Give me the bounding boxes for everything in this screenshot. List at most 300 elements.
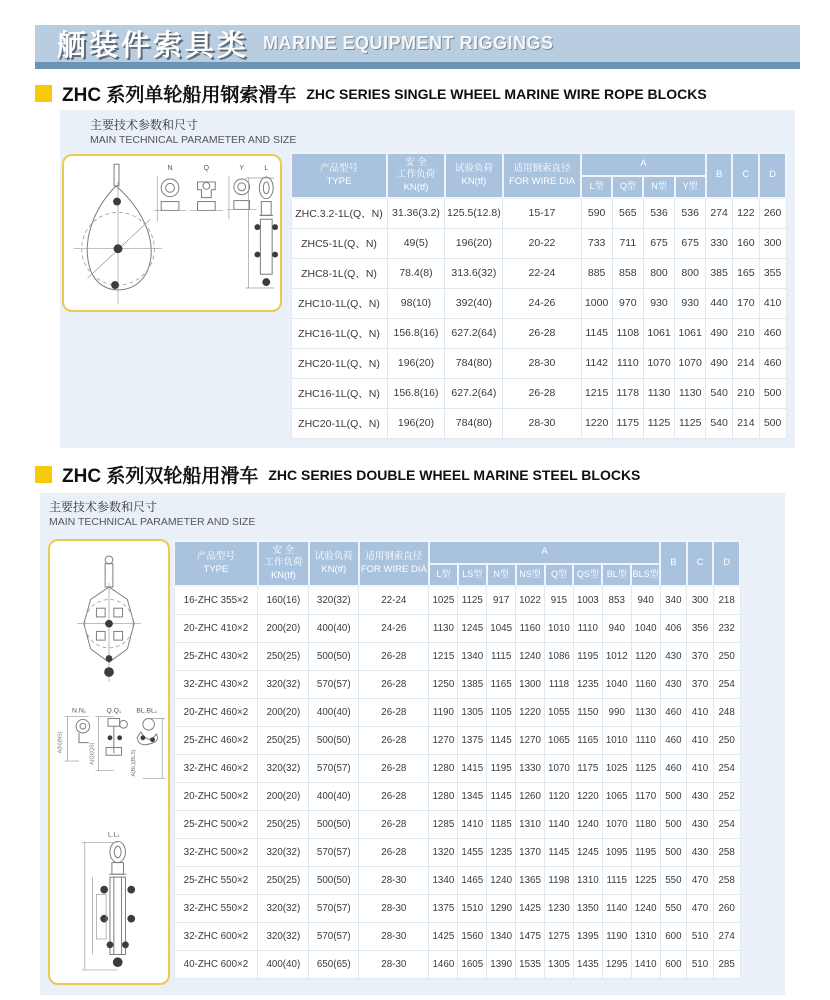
table-cell: 1240: [631, 894, 660, 922]
table-cell: 1295: [602, 950, 631, 978]
double-block-fitting-views: [58, 708, 165, 779]
table-cell: 500: [660, 810, 687, 838]
table-cell: 500: [759, 408, 786, 438]
table-cell: 320(32): [258, 838, 309, 866]
table-cell: 28-30: [359, 922, 429, 950]
double-block-front-view: [77, 556, 141, 682]
table-cell: 1310: [516, 810, 545, 838]
table-cell: 26-28: [503, 378, 581, 408]
table-cell: 330: [706, 228, 733, 258]
view-label-ll1: L.L₁: [107, 831, 120, 839]
table-cell: 1220: [516, 698, 545, 726]
table-cell: 1260: [516, 782, 545, 810]
table-cell: 1320: [429, 838, 458, 866]
table-cell: 550: [660, 894, 687, 922]
table-cell: 1215: [581, 378, 612, 408]
single-wheel-table-body: [291, 198, 786, 438]
table-cell: 1290: [487, 894, 516, 922]
table-cell: 392(40): [445, 288, 503, 318]
table-cell: 214: [732, 408, 759, 438]
table-cell: 565: [612, 198, 643, 228]
table-cell: 1510: [458, 894, 487, 922]
table-cell: 1475: [516, 922, 545, 950]
table-cell: 1065: [545, 726, 574, 754]
table-cell: 675: [643, 228, 674, 258]
table-cell: 200(20): [258, 614, 309, 642]
table-cell: 196(20): [387, 408, 445, 438]
table-cell: 26-28: [359, 838, 429, 866]
section2-subtitle: [49, 499, 255, 530]
table-row: [291, 288, 786, 318]
section2-title-en: ZHC SERIES DOUBLE WHEEL MARINE STEEL BLOCKS: [268, 466, 641, 483]
table-cell: 650(65): [309, 950, 359, 978]
table-cell: 600: [660, 950, 687, 978]
table-cell: 26-28: [359, 726, 429, 754]
table-cell: 1145: [487, 726, 516, 754]
table-cell: 22-24: [359, 586, 429, 614]
fitting-label-n: N: [167, 165, 173, 173]
col-header-swl: 安 全 工作负荷 KN(tf): [387, 153, 445, 198]
double-wheel-table-head: [174, 541, 740, 586]
table-cell: 274: [713, 922, 740, 950]
table-cell: 500(50): [309, 642, 359, 670]
sub-header-bl: BL型: [602, 564, 631, 586]
table-cell: 320(32): [258, 670, 309, 698]
single-wheel-table-head: [291, 153, 786, 198]
table-cell: 1190: [429, 698, 458, 726]
table-row: [174, 642, 740, 670]
table-cell: 460: [759, 348, 786, 378]
table-cell: 1285: [429, 810, 458, 838]
table-cell: 250: [713, 726, 740, 754]
table-cell: 1305: [458, 698, 487, 726]
table-cell: 25-ZHC 550×2: [174, 866, 258, 894]
table-row: [174, 894, 740, 922]
table-cell: 675: [675, 228, 706, 258]
table-cell: 28-30: [359, 866, 429, 894]
table-cell: 370: [687, 642, 714, 670]
table-cell: 31.36(3.2): [387, 198, 445, 228]
table-cell: 25-ZHC 460×2: [174, 726, 258, 754]
yellow-bullet-icon: [35, 466, 52, 483]
table-cell: 1395: [573, 922, 602, 950]
table-cell: 22-24: [503, 258, 581, 288]
col-header-c: C: [687, 541, 714, 586]
table-cell: 1240: [573, 810, 602, 838]
table-cell: 1012: [602, 642, 631, 670]
table-cell: 1130: [643, 378, 674, 408]
table-cell: 78.4(8): [387, 258, 445, 288]
table-cell: 285: [713, 950, 740, 978]
double-wheel-table-body: [174, 586, 740, 978]
col-header-c: C: [732, 153, 759, 198]
table-cell: 1145: [545, 838, 574, 866]
table-cell: 1070: [602, 810, 631, 838]
table-cell: 1425: [429, 922, 458, 950]
table-cell: 400(40): [309, 782, 359, 810]
sub-header-q: Q型: [612, 176, 643, 198]
table-row: [174, 810, 740, 838]
table-cell: 510: [687, 950, 714, 978]
sub-header-y: Y型: [675, 176, 706, 198]
table-row: [174, 922, 740, 950]
table-cell: 1415: [458, 754, 487, 782]
table-cell: 40-ZHC 600×2: [174, 950, 258, 978]
table-cell: 410: [687, 754, 714, 782]
table-cell: 1195: [487, 754, 516, 782]
col-header-a: A: [429, 541, 660, 564]
table-cell: 490: [706, 348, 733, 378]
table-cell: 930: [643, 288, 674, 318]
table-cell: 1115: [487, 642, 516, 670]
table-cell: 500: [660, 838, 687, 866]
table-cell: 26-28: [359, 670, 429, 698]
table-cell: 540: [706, 378, 733, 408]
table-cell: 1195: [631, 838, 660, 866]
table-cell: 258: [713, 866, 740, 894]
table-cell: 25-ZHC 500×2: [174, 810, 258, 838]
table-cell: 28-30: [359, 894, 429, 922]
table-cell: 1045: [487, 614, 516, 642]
table-cell: 355: [759, 258, 786, 288]
table-cell: 1125: [631, 754, 660, 782]
table-row: [174, 614, 740, 642]
table-cell: 570(57): [309, 754, 359, 782]
table-cell: 26-28: [359, 698, 429, 726]
section2-title-zh: ZHC 系列双轮船用滑车: [62, 466, 259, 487]
double-block-side-view: [82, 831, 135, 969]
fitting-label-y: Y: [239, 165, 244, 173]
table-row: [174, 670, 740, 698]
table-cell: 1275: [545, 922, 574, 950]
table-cell: 800: [643, 258, 674, 288]
table-cell: 370: [687, 670, 714, 698]
table-cell: 320(32): [258, 922, 309, 950]
table-cell: 250(25): [258, 726, 309, 754]
table-cell: 600: [660, 922, 687, 950]
table-cell: 1375: [429, 894, 458, 922]
table-cell: 252: [713, 782, 740, 810]
table-cell: 990: [602, 698, 631, 726]
table-cell: 32-ZHC 500×2: [174, 838, 258, 866]
table-cell: 550: [660, 866, 687, 894]
table-cell: 1061: [675, 318, 706, 348]
table-cell: 200(20): [258, 698, 309, 726]
table-cell: 800: [675, 258, 706, 288]
table-cell: 885: [581, 258, 612, 288]
table-cell: 510: [687, 922, 714, 950]
table-cell: 536: [675, 198, 706, 228]
table-cell: 460: [759, 318, 786, 348]
table-cell: 28-30: [359, 950, 429, 978]
table-cell: 1350: [573, 894, 602, 922]
table-cell: 410: [687, 698, 714, 726]
section1-subtitle: [90, 117, 296, 148]
table-cell: 28-30: [503, 408, 581, 438]
table-cell: 570(57): [309, 922, 359, 950]
table-cell: 570(57): [309, 894, 359, 922]
table-cell: 156.8(16): [387, 318, 445, 348]
section1-title-en: ZHC SERIES SINGLE WHEEL MARINE WIRE ROPE BLOCKS: [306, 85, 707, 102]
table-cell: 1305: [545, 950, 574, 978]
table-cell: 1460: [429, 950, 458, 978]
yellow-bullet-icon: [35, 85, 52, 102]
table-row: [174, 586, 740, 614]
col-header-test-load: 试验负荷 KN(tf): [445, 153, 503, 198]
single-wheel-block-diagram: [62, 154, 282, 312]
table-cell: 1435: [573, 950, 602, 978]
table-cell: 784(80): [445, 348, 503, 378]
table-cell: 1095: [602, 838, 631, 866]
table-cell: 26-28: [359, 782, 429, 810]
table-cell: 1195: [573, 642, 602, 670]
sub-header-bls: BLS型: [631, 564, 660, 586]
table-cell: 1110: [612, 348, 643, 378]
table-cell: 300: [759, 228, 786, 258]
table-cell: 160: [732, 228, 759, 258]
banner-title-zh: 舾装件索具类: [57, 30, 250, 62]
table-cell: 1310: [631, 922, 660, 950]
col-header-wire-dia: 适用钢索直径 FOR WIRE DIA: [503, 153, 581, 198]
table-cell: 356: [687, 614, 714, 642]
table-cell: 1340: [487, 922, 516, 950]
table-cell: 1240: [516, 642, 545, 670]
fitting-label-q: Q: [203, 165, 210, 173]
table-cell: 1040: [602, 670, 631, 698]
col-header-d: D: [713, 541, 740, 586]
table-cell: 1175: [612, 408, 643, 438]
table-cell: 627.2(64): [445, 318, 503, 348]
table-cell: 248: [713, 698, 740, 726]
table-cell: 460: [660, 726, 687, 754]
table-cell: 1086: [545, 642, 574, 670]
table-cell: 1280: [429, 754, 458, 782]
sub-header-ls: LS型: [458, 564, 487, 586]
table-cell: 1025: [429, 586, 458, 614]
table-cell: 1145: [581, 318, 612, 348]
table-cell: 430: [687, 782, 714, 810]
banner-title-en: MARINE EQUIPMENT RIGGINGS: [263, 33, 554, 53]
table-cell: 196(20): [445, 228, 503, 258]
table-cell: 1125: [643, 408, 674, 438]
table-cell: 98(10): [387, 288, 445, 318]
table-cell: 170: [732, 288, 759, 318]
table-cell: 733: [581, 228, 612, 258]
table-cell: 940: [602, 614, 631, 642]
table-cell: 470: [687, 866, 714, 894]
table-cell: 214: [732, 348, 759, 378]
table-cell: 400(40): [258, 950, 309, 978]
table-cell: 1330: [516, 754, 545, 782]
table-cell: 1235: [573, 670, 602, 698]
col-header-type: 产品型号 TYPE: [291, 153, 387, 198]
table-cell: 460: [660, 698, 687, 726]
col-header-b: B: [706, 153, 733, 198]
table-row: [291, 258, 786, 288]
table-cell: 470: [687, 894, 714, 922]
table-cell: 1120: [545, 782, 574, 810]
table-cell: 156.8(16): [387, 378, 445, 408]
table-cell: 400(40): [309, 698, 359, 726]
table-cell: 1375: [458, 726, 487, 754]
table-cell: 24-26: [359, 614, 429, 642]
sub-header-n: N型: [643, 176, 674, 198]
table-cell: 1385: [458, 670, 487, 698]
section2-subtitle-en: MAIN TECHNICAL PARAMETER AND SIZE: [49, 516, 256, 529]
table-cell: 1185: [487, 810, 516, 838]
col-header-b: B: [660, 541, 687, 586]
table-cell: 1190: [602, 922, 631, 950]
table-cell: 250(25): [258, 642, 309, 670]
table-cell: 20-22: [503, 228, 581, 258]
table-cell: 1245: [458, 614, 487, 642]
table-cell: 1410: [458, 810, 487, 838]
table-cell: 1220: [581, 408, 612, 438]
section1-title: [35, 80, 707, 107]
table-cell: 49(5): [387, 228, 445, 258]
table-cell: 590: [581, 198, 612, 228]
table-cell: 1390: [487, 950, 516, 978]
table-cell: 430: [660, 670, 687, 698]
fitting-views: [154, 165, 256, 221]
table-cell: 570(57): [309, 670, 359, 698]
table-cell: ZHC16-1L(Q、N): [291, 378, 387, 408]
table-cell: 250: [713, 642, 740, 670]
table-row: [291, 408, 786, 438]
table-cell: 313.6(32): [445, 258, 503, 288]
table-cell: 570(57): [309, 838, 359, 866]
fitting-label-l: L: [264, 165, 269, 173]
table-cell: 430: [687, 838, 714, 866]
table-cell: 940: [631, 586, 660, 614]
table-cell: 1130: [429, 614, 458, 642]
table-cell: 26-28: [503, 318, 581, 348]
table-cell: 26-28: [359, 810, 429, 838]
table-cell: 627.2(64): [445, 378, 503, 408]
table-row: [291, 348, 786, 378]
table-cell: 1165: [573, 726, 602, 754]
table-cell: 1110: [631, 726, 660, 754]
table-cell: 1065: [602, 782, 631, 810]
table-cell: 1055: [545, 698, 574, 726]
table-cell: 430: [687, 810, 714, 838]
table-row: [291, 378, 786, 408]
dim-label-an: A(N)(NS): [57, 731, 64, 754]
table-cell: 20-ZHC 500×2: [174, 782, 258, 810]
table-cell: 1225: [631, 866, 660, 894]
table-cell: 1070: [643, 348, 674, 378]
table-cell: 853: [602, 586, 631, 614]
table-cell: 218: [713, 586, 740, 614]
table-row: [291, 318, 786, 348]
table-cell: 254: [713, 810, 740, 838]
table-cell: 165: [732, 258, 759, 288]
table-cell: 1170: [631, 782, 660, 810]
table-cell: 1160: [516, 614, 545, 642]
table-cell: 1370: [516, 838, 545, 866]
double-wheel-block-diagram: [48, 539, 170, 985]
table-cell: 1125: [458, 586, 487, 614]
sub-header-ns: NS型: [516, 564, 545, 586]
section1-subtitle-en: MAIN TECHNICAL PARAMETER AND SIZE: [90, 134, 297, 147]
table-cell: 930: [675, 288, 706, 318]
table-cell: 20-ZHC 460×2: [174, 698, 258, 726]
table-row: [291, 198, 786, 228]
table-cell: 26-28: [359, 642, 429, 670]
table-cell: 858: [612, 258, 643, 288]
table-cell: 1535: [516, 950, 545, 978]
table-cell: 1061: [643, 318, 674, 348]
dim-label-aq: A(Q)(QS): [89, 742, 96, 765]
section1-panel: [60, 110, 795, 448]
table-cell: 1250: [429, 670, 458, 698]
table-cell: 340: [660, 586, 687, 614]
table-cell: 210: [732, 318, 759, 348]
col-header-d: D: [759, 153, 786, 198]
table-cell: 250(25): [258, 810, 309, 838]
table-cell: 500: [759, 378, 786, 408]
table-cell: 1455: [458, 838, 487, 866]
table-cell: 1010: [602, 726, 631, 754]
table-cell: ZHC20-1L(Q、N): [291, 348, 387, 378]
table-cell: 1130: [631, 698, 660, 726]
sub-header-l: L型: [429, 564, 458, 586]
table-cell: 1145: [487, 782, 516, 810]
table-cell: 24-26: [503, 288, 581, 318]
table-cell: 1178: [612, 378, 643, 408]
view-label-nn1: N.N₁: [72, 707, 86, 715]
table-cell: 300: [687, 586, 714, 614]
table-cell: 125.5(12.8): [445, 198, 503, 228]
table-cell: 1160: [631, 670, 660, 698]
table-cell: 1300: [516, 670, 545, 698]
table-row: [174, 754, 740, 782]
pulley-front-view: [74, 164, 162, 303]
section2-subtitle-zh: 主要技术参数和尺寸: [49, 500, 158, 514]
table-cell: 32-ZHC 460×2: [174, 754, 258, 782]
dim-label-abl: A(BL)(BLS): [131, 749, 138, 777]
table-cell: 1125: [675, 408, 706, 438]
table-cell: 1198: [545, 866, 574, 894]
table-cell: 500(50): [309, 810, 359, 838]
col-header-swl: 安 全 工作负荷 KN(tf): [258, 541, 309, 586]
col-header-wire-dia: 适用钢索直径 FOR WIRE DIA: [359, 541, 429, 586]
table-cell: 1040: [631, 614, 660, 642]
single-wheel-table: [290, 152, 787, 439]
table-cell: 385: [706, 258, 733, 288]
table-cell: 500: [660, 782, 687, 810]
table-cell: 320(32): [258, 894, 309, 922]
table-cell: 1115: [602, 866, 631, 894]
double-wheel-table: [173, 540, 741, 979]
table-cell: 1130: [675, 378, 706, 408]
table-cell: 1245: [573, 838, 602, 866]
table-cell: 1165: [487, 670, 516, 698]
table-cell: 274: [706, 198, 733, 228]
table-cell: ZHC5-1L(Q、N): [291, 228, 387, 258]
table-cell: 1340: [429, 866, 458, 894]
view-label-blbl1: BL.BL₁: [136, 707, 158, 715]
table-cell: 260: [759, 198, 786, 228]
table-cell: 970: [612, 288, 643, 318]
table-cell: 1142: [581, 348, 612, 378]
table-cell: 254: [713, 754, 740, 782]
table-cell: 16-ZHC 355×2: [174, 586, 258, 614]
table-cell: 122: [732, 198, 759, 228]
table-cell: 536: [643, 198, 674, 228]
table-cell: 917: [487, 586, 516, 614]
table-cell: 410: [759, 288, 786, 318]
